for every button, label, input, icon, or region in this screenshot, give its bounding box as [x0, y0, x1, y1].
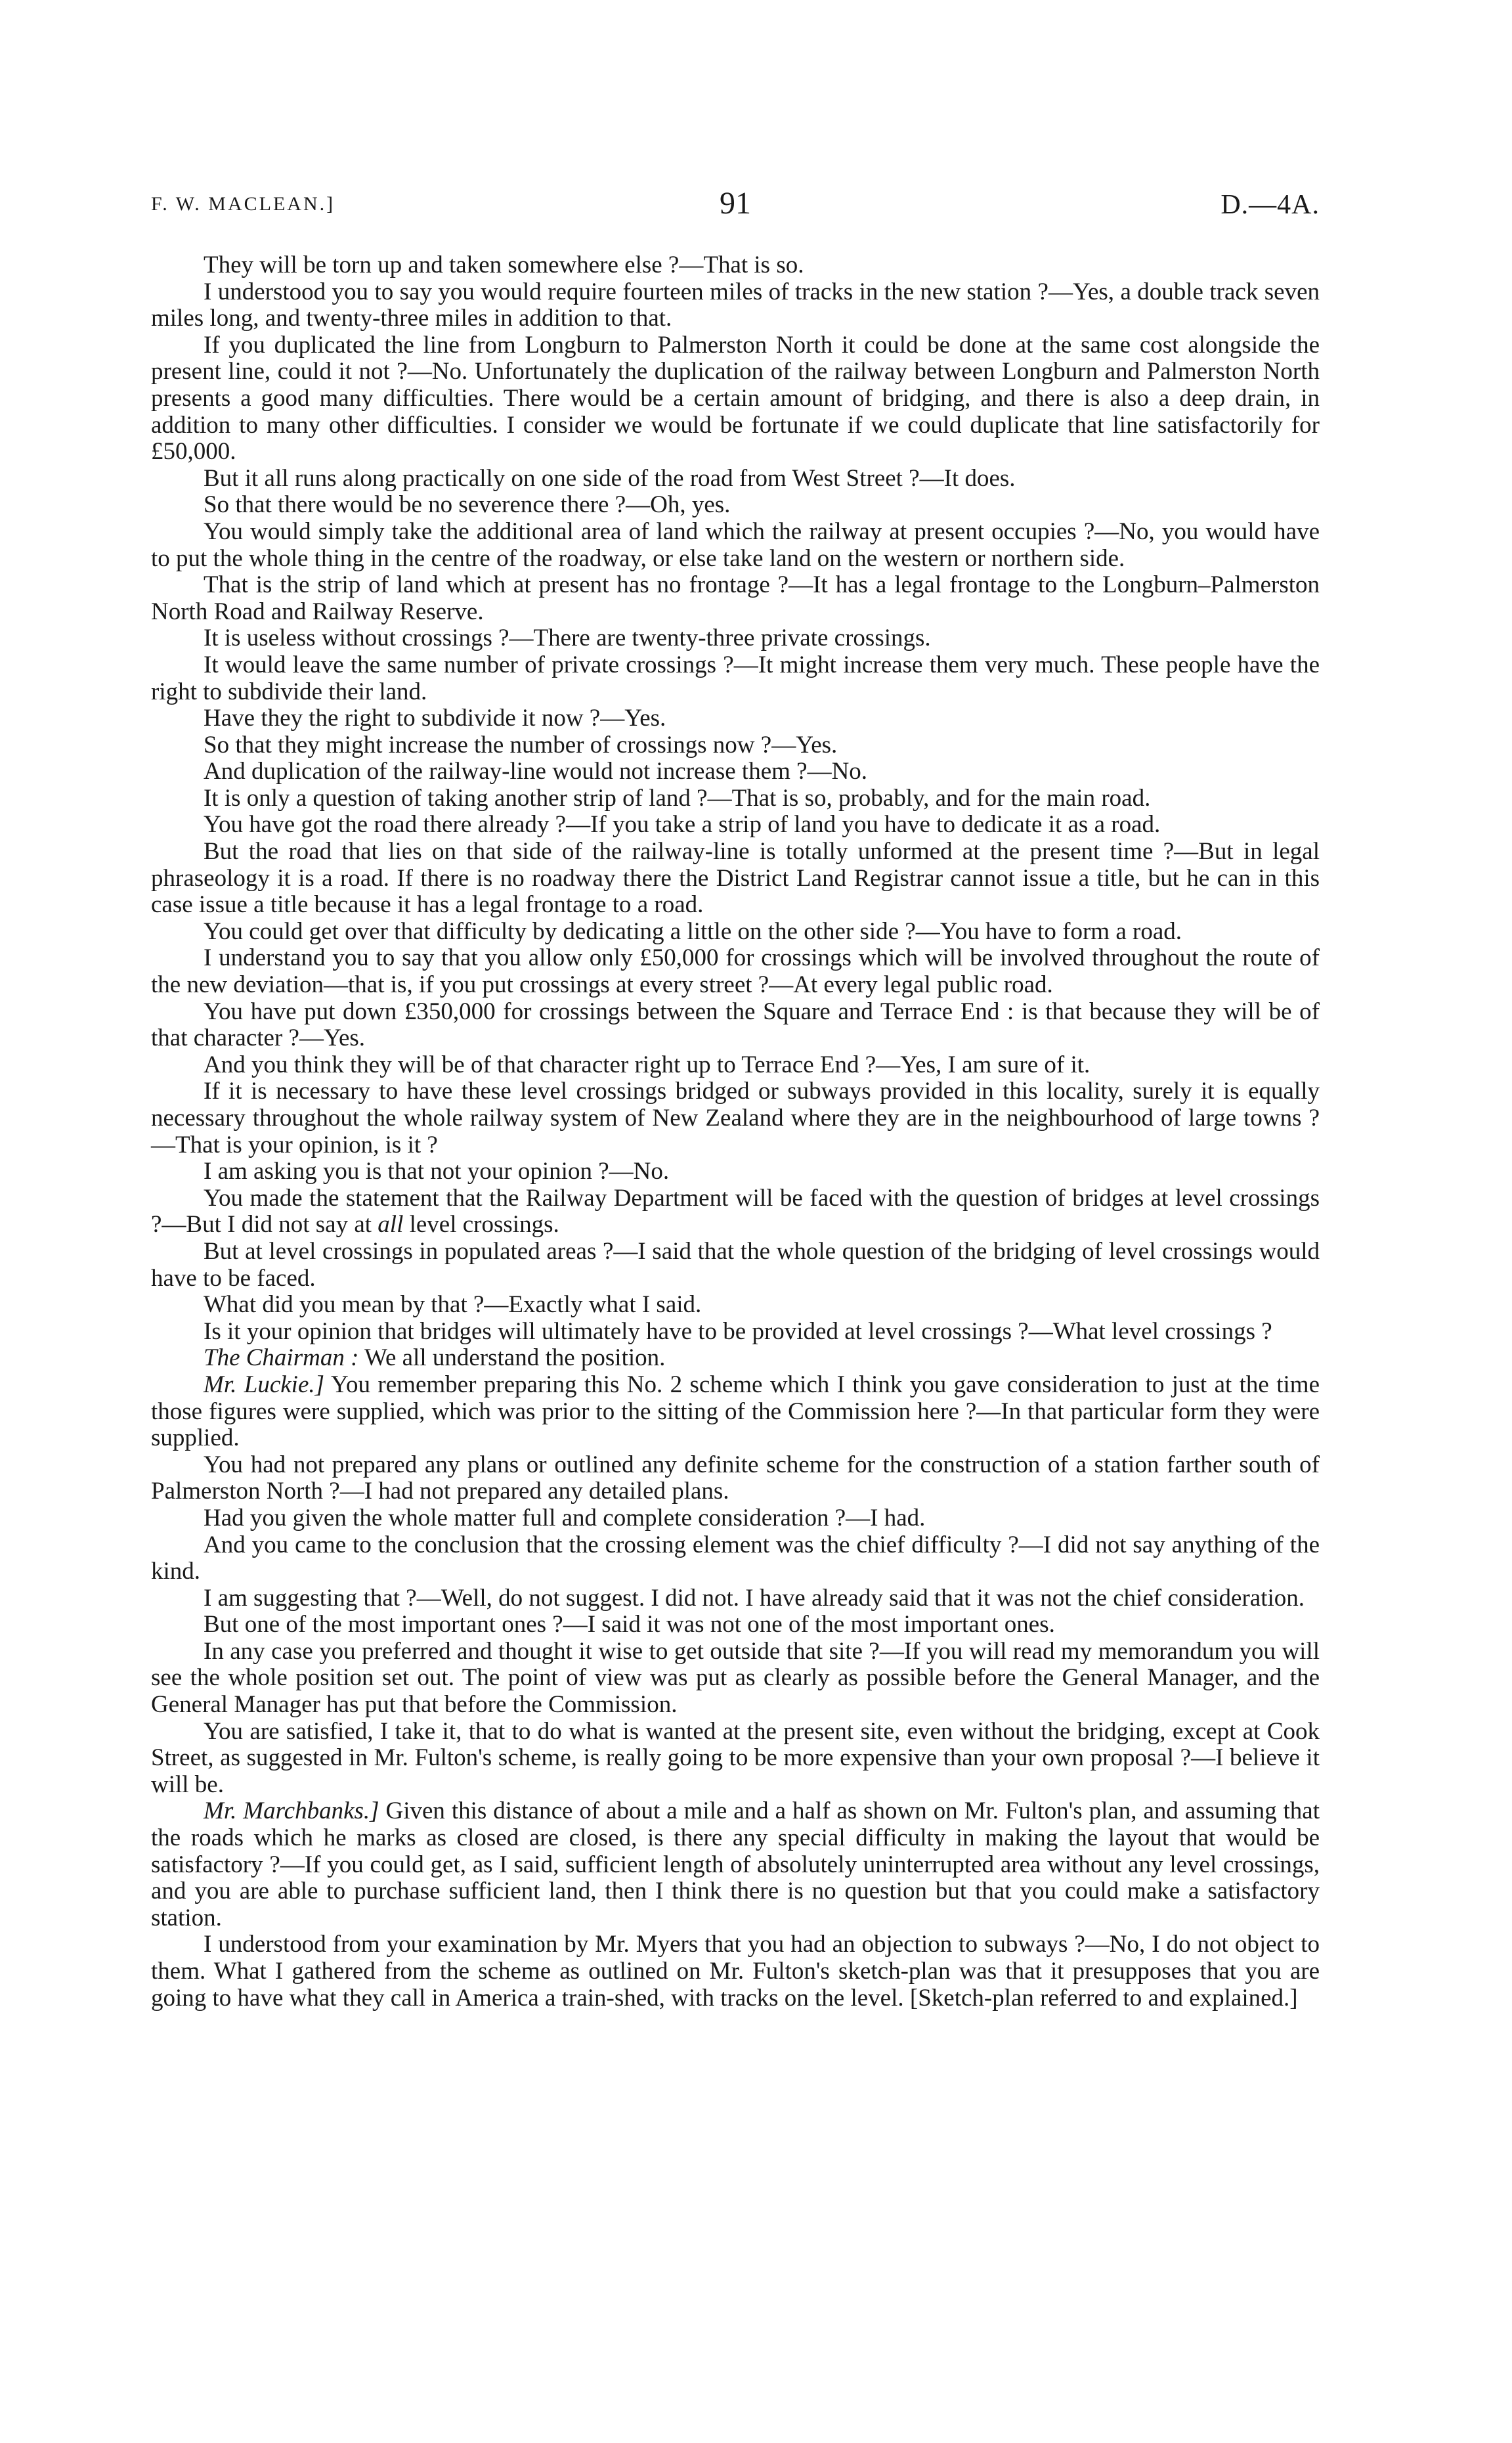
paragraph: In any case you preferred and thought it wise to get outside that site ?—If you will read my memorandum you will see the whole position set out. The point of view was put as clearly as possible before the General Manager, and the General Manager has put that before the Commission. — [151, 1637, 1320, 1719]
paragraph: But the road that lies on that side of the railway-line is totally unformed at the present time ?—But in legal phraseology it is a road. If there is no roadway there the District Land Registrar cannot issue a title, but he can in this case issue a title because it has a legal frontage to a road. — [151, 838, 1320, 919]
paragraph: I understood you to say you would require fourteen miles of tracks in the new station ?—Yes, a double track seven miles long, and twenty-three miles in addition to that. — [151, 278, 1320, 332]
paragraph: But at level crossings in populated areas ?—I said that the whole question of the bridging of level crossings would have to be faced. — [151, 1237, 1320, 1292]
paragraph: I understand you to say that you allow only £50,000 for crossings which will be involved throughout the route of the new deviation—that is, if you put crossings at every street ?—At every legal public road. — [151, 944, 1320, 999]
paragraph: But one of the most important ones ?—I said it was not one of the most important ones. — [204, 1611, 1055, 1639]
paragraph: If it is necessary to have these level crossings bridged or subways provided in this locality, surely it is equally necessary throughout the whole railway system of New Zealand where they are in the neighbourhood of large towns ?—That is your opinion, is it ? — [151, 1078, 1320, 1158]
paragraph: But it all runs along practically on one side of the road from West Street ?—It does. — [204, 464, 1016, 492]
paragraph: I understood from your examination by Mr. Myers that you had an objection to subways ?—No, I do not object to them. What I gathered from the scheme as outlined on Mr. Fulton's sketch-plan was that it presupposes that you are going to have what they call in America a train-shed, with tracks on the level. [Sketch-plan referred to and explained.] — [151, 1931, 1320, 2012]
paragraph: I am suggesting that ?—Well, do not suggest. I did not. I have already said that it was not the chief consideration. — [204, 1584, 1305, 1612]
document-reference: D.—4A. — [1220, 190, 1320, 220]
paragraph: What did you mean by that ?—Exactly what I said. — [204, 1291, 702, 1319]
paragraph: The Chairman : We all understand the position. — [204, 1344, 666, 1372]
evidence-text — [151, 252, 1320, 2012]
page-header — [151, 186, 1320, 229]
paragraph: So that there would be no severence there ?—Oh, yes. — [204, 491, 731, 519]
paragraph: And you came to the conclusion that the crossing element was the chief difficulty ?—I did not say anything of the kind. — [151, 1531, 1320, 1585]
paragraph: Have they the right to subdivide it now ?—Yes. — [204, 705, 666, 732]
emphasis: all — [378, 1211, 404, 1239]
paragraph: You have got the road there already ?—If you take a strip of land you have to dedicate it as a road. — [204, 811, 1161, 839]
speaker-label: Mr. Marchbanks.] — [204, 1797, 379, 1825]
paragraph: They will be torn up and taken somewhere else ?—That is so. — [204, 252, 804, 278]
speaker-label: Mr. Luckie.] — [204, 1371, 325, 1398]
paragraph: You made the statement that the Railway Department will be faced with the question of bridges at level crossings ?—But I did not say at all level crossings. — [151, 1184, 1320, 1239]
paragraph: You could get over that difficulty by dedicating a little on the other side ?—You have to form a road. — [204, 917, 1182, 945]
paragraph: You have put down £350,000 for crossings between the Square and Terrace End : is that because they will be of that character ?—Yes. — [151, 998, 1320, 1052]
paragraph: You had not prepared any plans or outlined any definite scheme for the construction of a station farther south of Palmerston North ?—I had not prepared any detailed plans. — [151, 1451, 1320, 1505]
paragraph: Is it your opinion that bridges will ultimately have to be provided at level crossings ?—What level crossings ? — [204, 1317, 1272, 1345]
paragraph: So that they might increase the number of crossings now ?—Yes. — [204, 731, 838, 759]
paragraph: Mr. Marchbanks.] Given this distance of about a mile and a half as shown on Mr. Fulton's plan, and assuming that the roads which he marks as closed are closed, is there any special difficulty in making the layout that would be satisfactory ?—If you could get, as I said, sufficient length of absolutely uninterrupted area without any level crossings, and you are able to purchase sufficient land, then I think there is no question but that you could make a satisfactory station. — [151, 1797, 1320, 1931]
paragraph: And duplication of the railway-line would not increase them ?—No. — [204, 758, 868, 785]
paragraph: It is useless without crossings ?—There are twenty-three private crossings. — [204, 625, 931, 652]
paragraph: You are satisfied, I take it, that to do what is wanted at the present site, even without the bridging, except at Cook Street, as suggested in Mr. Fulton's scheme, is really going to be more expensive than your own proposal ?—I believe it will be. — [151, 1717, 1320, 1798]
paragraph: I am asking you is that not your opinion ?—No. — [204, 1158, 670, 1185]
paragraph: That is the strip of land which at present has no frontage ?—It has a legal frontage to the Longburn–Palmerston North Road and Railway Reserve. — [151, 571, 1320, 625]
paragraph: You would simply take the additional area of land which the railway at present occupies ?—No, you would have to put the whole thing in the centre of the roadway, or else take land on the western or northern side. — [151, 517, 1320, 572]
paragraph: It would leave the same number of private crossings ?—It might increase them very much. These people have the right to subdivide their land. — [151, 651, 1320, 705]
paragraph: Had you given the whole matter full and complete consideration ?—I had. — [204, 1504, 926, 1531]
witness-name: F. W. MACLEAN.] — [151, 193, 335, 215]
paragraph: If you duplicated the line from Longburn to Palmerston North it could be done at the same cost alongside the present line, could it not ?—No. Unfortunately the duplication of the railway between Longburn and Palmerston North presents a good many difficulties. There would be a certain amount of bridging, and there is also a deep drain, in addition to many other difficulties. I consider we would be fortunate if we could duplicate that line satisfactorily for £50,000. — [151, 331, 1320, 466]
speaker-label: The Chairman : — [204, 1344, 359, 1372]
page-number: 91 — [720, 186, 751, 221]
paragraph: And you think they will be of that character right up to Terrace End ?—Yes, I am sure of it. — [204, 1051, 1091, 1078]
paragraph: It is only a question of taking another strip of land ?—That is so, probably, and for the main road. — [204, 784, 1151, 812]
paragraph: Mr. Luckie.] You remember preparing this No. 2 scheme which I think you gave consideration to just at the time those figures were supplied, which was prior to the sitting of the Commission here ?—In that particular form they were supplied. — [151, 1371, 1320, 1452]
